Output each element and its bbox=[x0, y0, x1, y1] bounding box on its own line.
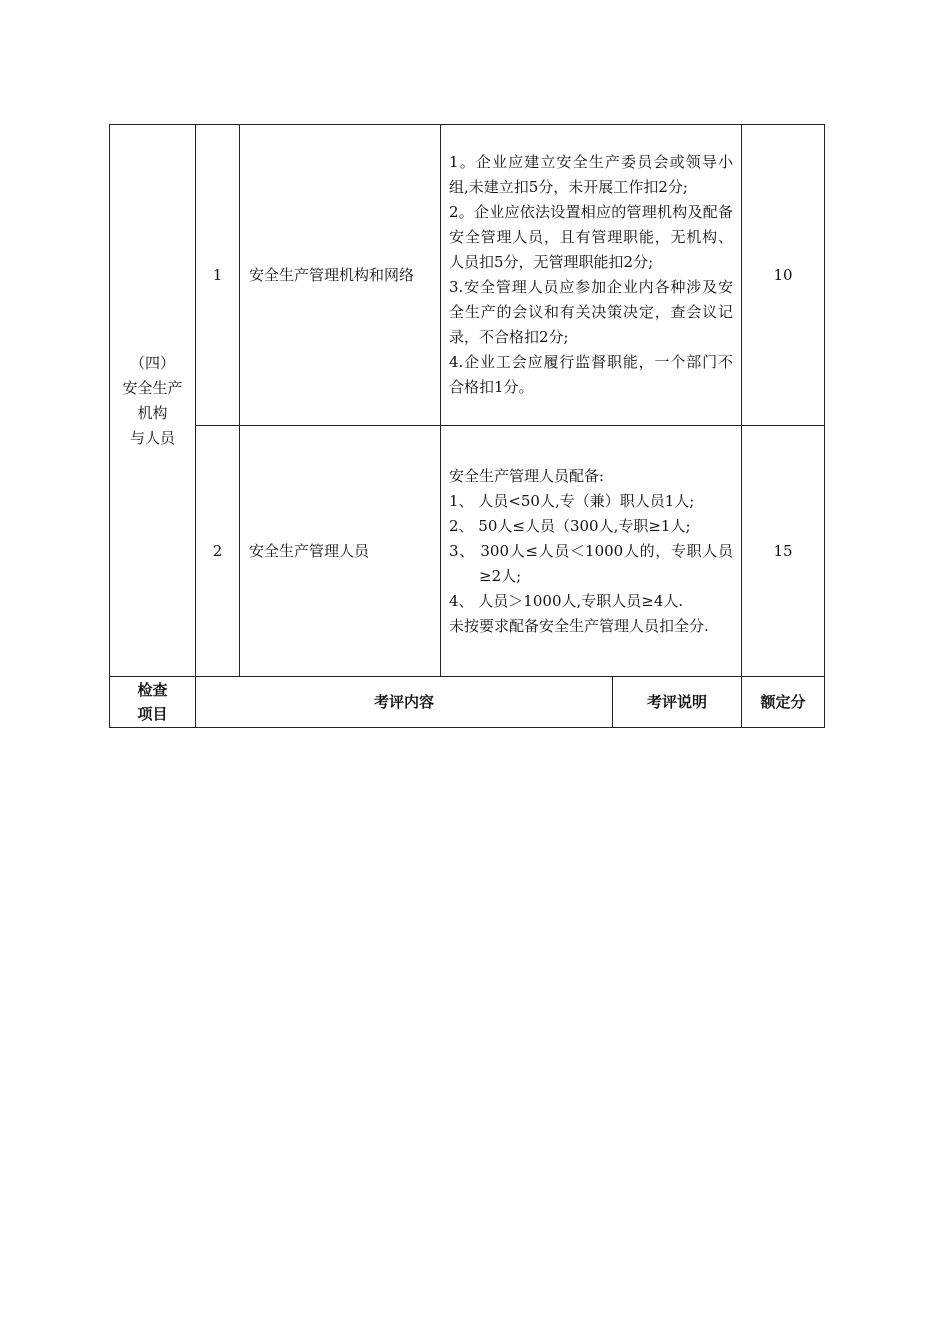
description-item: 1、 人员<50人,专（兼）职人员1人; bbox=[449, 491, 695, 510]
score-cell: 15 bbox=[742, 426, 825, 677]
description-intro: 安全生产管理人员配备: bbox=[449, 466, 605, 485]
description-line: 3.安全管理人员应参加企业内各种涉及安全生产的会议和有关决策决定，查会议记录，不合格扣2分; bbox=[449, 278, 734, 346]
evaluation-description bbox=[441, 426, 742, 677]
description-line: 4.企业工会应履行监督职能，一个部门不合格扣1分。 bbox=[449, 353, 734, 396]
score-cell: 10 bbox=[742, 125, 825, 426]
category-line: 机构 bbox=[137, 403, 168, 422]
category-line: 安全生产 bbox=[122, 378, 183, 397]
header-check-item-line: 项目 bbox=[137, 705, 168, 723]
description-item: 3、 300人≤人员＜1000人的，专职人员≥2人; bbox=[449, 541, 734, 585]
description-line: 1。企业应建立安全生产委员会或领导小组,未建立扣5分，未开展工作扣2分; bbox=[449, 153, 734, 196]
item-name: 安全生产管理人员 bbox=[240, 426, 441, 677]
category-line: 与人员 bbox=[129, 428, 175, 447]
description-outro: 未按要求配备安全生产管理人员扣全分. bbox=[449, 616, 709, 635]
category-cell bbox=[110, 125, 196, 677]
header-rated-score: 额定分 bbox=[742, 677, 825, 728]
description-item: 4、 人员＞1000人,专职人员≥4人. bbox=[449, 591, 684, 610]
item-name: 安全生产管理机构和网络 bbox=[240, 125, 441, 426]
header-content: 考评内容 bbox=[196, 677, 613, 728]
header-check-item bbox=[110, 677, 196, 728]
row-number: 1 bbox=[196, 125, 240, 426]
header-row bbox=[110, 677, 825, 728]
category-line: （四） bbox=[129, 353, 175, 372]
table-row bbox=[110, 125, 825, 426]
evaluation-table bbox=[109, 124, 825, 728]
description-line: 2。企业应依法设置相应的管理机构及配备安全管理人员，且有管理职能，无机构、人员扣5分，无管理职能扣2分; bbox=[449, 203, 734, 271]
table-row bbox=[110, 426, 825, 677]
evaluation-description bbox=[441, 125, 742, 426]
header-check-item-line: 检查 bbox=[137, 681, 168, 699]
header-explanation: 考评说明 bbox=[613, 677, 742, 728]
row-number: 2 bbox=[196, 426, 240, 677]
description-item: 2、 50人≤人员（300人,专职≥1人; bbox=[449, 516, 691, 535]
